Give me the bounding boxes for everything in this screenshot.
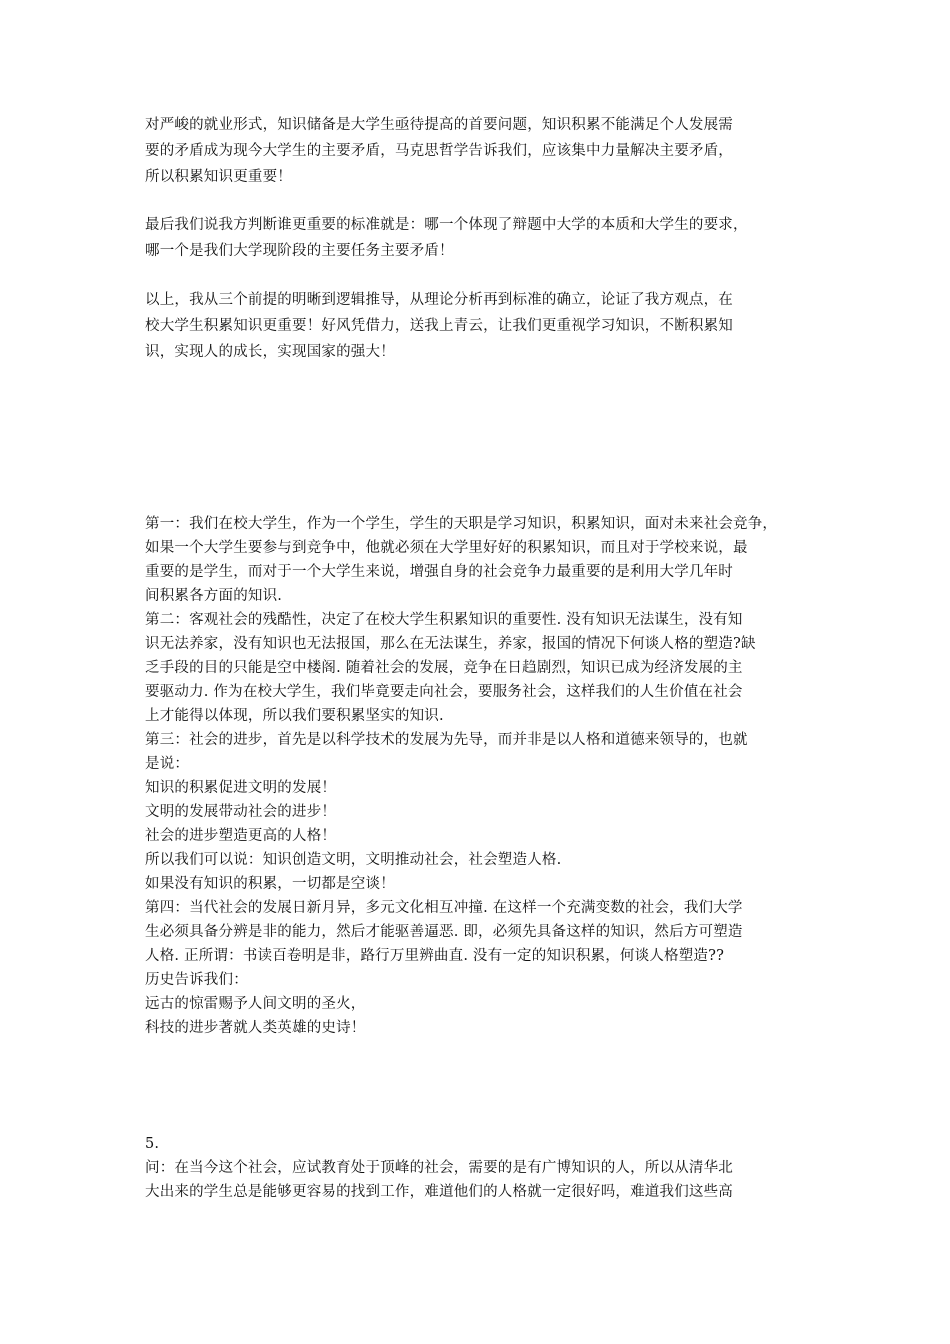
text-line: 乏手段的目的只能是空中楼阁. 随着社会的发展，竞争在日趋剧烈，知识已成为经济发展的主 — [145, 660, 743, 676]
conclusion-paragraph — [145, 287, 817, 365]
text-line: 要的矛盾成为现今大学生的主要矛盾，马克思哲学告诉我们，应该集中力量解决主要矛盾， — [145, 143, 733, 159]
argument-points — [145, 512, 817, 1040]
criteria-paragraph — [145, 212, 817, 264]
text-line: 第三：社会的进步，首先是以科学技术的发展为先导，而并非是以人格和道德来领导的，也就 — [145, 732, 748, 748]
intro-paragraph — [145, 112, 817, 190]
text-line: 历史告诉我们： — [145, 972, 248, 988]
text-line: 远古的惊雷赐予人间文明的圣火， — [145, 996, 366, 1012]
text-line: 第一：我们在校大学生，作为一个学生，学生的天职是学习知识，积累知识，面对未来社会竞争， — [145, 516, 778, 532]
text-line: 生必须具备分辨是非的能力，然后才能驱善逼恶. 即，必须先具备这样的知识，然后方可塑造 — [145, 924, 743, 940]
question-5 — [145, 1132, 817, 1204]
text-line: 文明的发展带动社会的进步！ — [145, 804, 337, 820]
text-line: 所以我们可以说：知识创造文明，文明推动社会，社会塑造人格. — [145, 852, 562, 868]
text-line: 重要的是学生，而对于一个大学生来说，增强自身的社会竞争力最重要的是利用大学几年时 — [145, 564, 733, 580]
text-line: 是说： — [145, 756, 190, 772]
text-line: 社会的进步塑造更高的人格！ — [145, 828, 337, 844]
text-line: 识，实现人的成长，实现国家的强大！ — [145, 344, 395, 360]
text-line: 如果没有知识的积累，一切都是空谈！ — [145, 876, 395, 892]
text-line: 以上，我从三个前提的明晰到逻辑推导，从理论分析再到标准的确立，论证了我方观点，在 — [145, 292, 733, 308]
text-line: 人格. 正所谓：书读百卷明是非，路行万里辨曲直. 没有一定的知识积累，何谈人格塑造?? — [145, 948, 725, 964]
text-line: 第四：当代社会的发展日新月异，多元文化相互冲撞. 在这样一个充满变数的社会，我们大学 — [145, 900, 743, 916]
text-line: 校大学生积累知识更重要！好风凭借力，送我上青云，让我们更重视学习知识，不断积累知 — [145, 318, 733, 334]
text-line: 第二：客观社会的残酷性，决定了在校大学生积累知识的重要性. 没有知识无法谋生，没有知 — [145, 612, 743, 628]
text-line: 最后我们说我方判断谁更重要的标准就是：哪一个体现了辩题中大学的本质和大学生的要求， — [145, 217, 748, 233]
text-line: 要驱动力. 作为在校大学生，我们毕竟要走向社会，要服务社会，这样我们的人生价值在社会 — [145, 684, 743, 700]
text-line: 问：在当今这个社会，应试教育处于顶峰的社会，需要的是有广博知识的人，所以从清华北 — [145, 1160, 733, 1176]
question-number: 5. — [145, 1136, 160, 1152]
text-line: 上才能得以体现，所以我们要积累坚实的知识. — [145, 708, 444, 724]
text-line: 知识的积累促进文明的发展！ — [145, 780, 337, 796]
text-line: 所以积累知识更重要！ — [145, 169, 292, 185]
text-line: 科技的进步著就人类英雄的史诗！ — [145, 1020, 366, 1036]
text-line: 对严峻的就业形式，知识储备是大学生亟待提高的首要问题，知识积累不能满足个人发展需 — [145, 117, 733, 133]
text-line: 如果一个大学生要参与到竞争中，他就必须在大学里好好的积累知识，而且对于学校来说，最 — [145, 540, 748, 556]
text-line: 识无法养家，没有知识也无法报国，那么在无法谋生，养家，报国的情况下何谈人格的塑造?缺 — [145, 636, 756, 652]
text-line: 哪一个是我们大学现阶段的主要任务主要矛盾！ — [145, 243, 454, 259]
text-line: 大出来的学生总是能够更容易的找到工作，难道他们的人格就一定很好吗，难道我们这些高 — [145, 1184, 733, 1200]
text-line: 间积累各方面的知识. — [145, 588, 283, 604]
